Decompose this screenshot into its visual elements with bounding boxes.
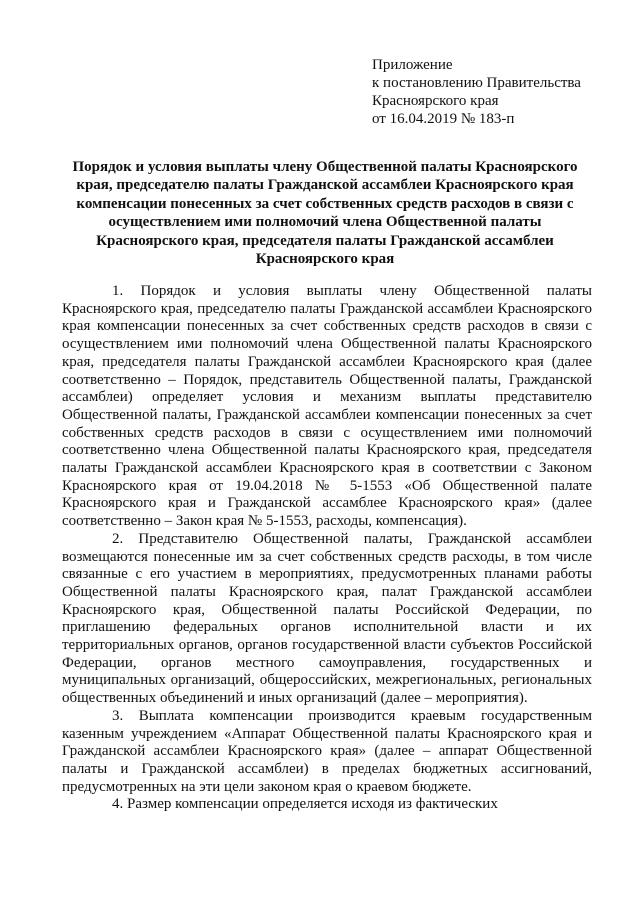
paragraph-1: 1. Порядок и условия выплаты члену Общественной палаты Красноярского края, председателю палаты Гражданской ассамблеи Красноярского края компенсации понесенных за счет собственных средств расходов в связи с осуществлением ими полномочий члена Общественной палаты Красноярского края, председателя палаты Гражданской ассамблеи Красноярского края (далее соответственно – Порядок, представитель Общественной палаты, Гражданской ассамблеи) определяет условия и механизм выплаты представителю Общественной палаты, Гражданской ассамблеи компенсации понесенных за счет собственных средств расходов в связи с осуществлением ими полномочий соответственно члена Общественной палаты Красноярского края, председателя палаты Гражданской ассамблеи Красноярского края в соответствии с Законом Красноярского края от 19.04.2018 № 5-1553 «Об Общественной палате Красноярского края и Гражданской ассамблее Красноярского края» (далее соответственно – Закон края № 5-1553, расходы, компенсация). (62, 283, 592, 530)
appendix-line: Красноярского края (372, 93, 499, 109)
appendix-line: Приложение (372, 57, 453, 73)
appendix-line: к постановлению Правительства (372, 75, 581, 91)
paragraph-4: 4. Размер компенсации определяется исходя из фактических (112, 796, 498, 813)
appendix-header (372, 56, 581, 128)
document-body (62, 283, 592, 814)
document-title: Порядок и условия выплаты члену Общественной палаты Красноярского края, председателю палаты Гражданской ассамблеи Красноярского края компенсации понесенных за счет собственных средств расходов в связи с осуществлением ими полномочий члена Общественной палаты Красноярского края, председателя палаты Гражданской ассамблеи Красноярского края (72, 159, 578, 268)
appendix-date-line: от 16.04.2019 № 183-п (372, 111, 515, 127)
paragraph-3: 3. Выплата компенсации производится краевым государственным казенным учреждением «Аппарат Общественной палаты Красноярского края и Гражданской ассамблеи Красноярского края» (далее – аппарат Общественной палаты и Гражданской ассамблеи) в пределах бюджетных ассигнований, предусмотренных на эти цели законом края о краевом бюджете. (62, 707, 592, 795)
paragraph-2: 2. Представителю Общественной палаты, Гражданской ассамблеи возмещаются понесенные им за счет собственных средств расходы, в том числе связанные с его участием в мероприятиях, предусмотренных планами работы Общественной палаты Красноярского края, палат Гражданской ассамблеи Красноярского края, Общественной палаты Российской Федерации, по приглашению федеральных органов исполнительной власти и их территориальных органов, органов государственной власти субъектов Российской Федерации, органов местного самоуправления, государственных и муниципальных организаций, общероссийских, межрегиональных, региональных общественных объединений и иных организаций (далее – мероприятия). (62, 530, 592, 707)
